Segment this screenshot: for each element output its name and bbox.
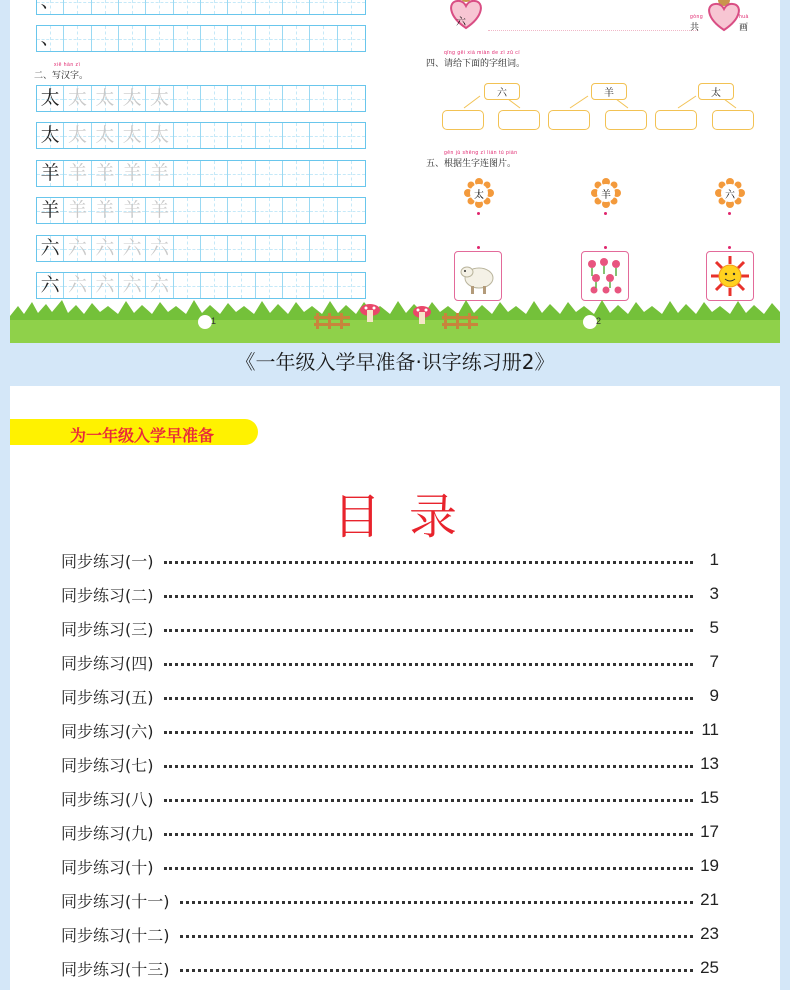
trace-char: 六 (149, 237, 169, 259)
writing-row (36, 85, 366, 112)
toc-leader-dots (164, 663, 694, 666)
count-pinyin-2: huà (739, 14, 749, 20)
trace-char: 太 (149, 124, 169, 146)
writing-cell[interactable] (310, 236, 337, 261)
heart-char: 六 (456, 17, 466, 28)
toc-leader-dots (180, 969, 694, 972)
model-char: 六 (40, 237, 60, 259)
connect-dot[interactable] (604, 246, 607, 249)
toc-entry[interactable] (61, 650, 719, 674)
trace-char: 羊 (67, 199, 87, 221)
trace-char: 六 (67, 274, 87, 296)
toc-entry[interactable] (61, 922, 719, 946)
writing-cell[interactable] (201, 198, 228, 223)
toc-entry-label: 同步练习(八) (61, 789, 154, 809)
toc-entry-label: 同步练习(一) (61, 551, 154, 571)
toc-leader-dots (164, 867, 694, 870)
model-char: 太 (40, 87, 60, 109)
toc-entry-page: 15 (700, 788, 719, 807)
toc-entry[interactable] (61, 616, 719, 640)
writing-cell (37, 123, 64, 148)
toc-leader-dots (164, 799, 694, 802)
writing-cell (37, 86, 64, 111)
writing-cell[interactable] (256, 236, 283, 261)
sun-icon (707, 252, 753, 300)
writing-cell[interactable] (201, 236, 228, 261)
writing-cell[interactable] (283, 236, 310, 261)
toc-entry-page: 25 (700, 958, 719, 977)
toc-entry-page: 7 (709, 652, 719, 671)
flowers-picture (581, 251, 629, 301)
writing-cell (37, 273, 64, 298)
writing-cell[interactable] (174, 236, 201, 261)
writing-cell[interactable] (174, 198, 201, 223)
trace-char: 羊 (67, 162, 87, 184)
page-number-1: 1 (211, 316, 217, 326)
writing-cell (146, 236, 173, 261)
word-answer-box[interactable] (498, 110, 540, 130)
toc-leader-dots (164, 595, 694, 598)
grid-row-partial-1 (36, 0, 366, 15)
toc-leader-dots (164, 697, 694, 700)
heart-icon (704, 0, 744, 34)
writing-cell[interactable] (201, 161, 228, 186)
toc-leader-dots (164, 731, 694, 734)
writing-cell (92, 236, 119, 261)
writing-cell[interactable] (338, 273, 365, 298)
writing-cell[interactable] (310, 198, 337, 223)
model-char: 六 (40, 274, 60, 296)
writing-cell (146, 123, 173, 148)
trace-char: 太 (149, 87, 169, 109)
writing-cell[interactable] (338, 123, 365, 148)
toc-entry-page: 5 (709, 618, 719, 637)
toc-entry-page: 9 (709, 686, 719, 705)
toc-entry-label: 同步练习(七) (61, 755, 154, 775)
writing-cell (64, 236, 91, 261)
writing-cell (119, 198, 146, 223)
writing-cell[interactable] (283, 161, 310, 186)
trace-char: 羊 (95, 162, 115, 184)
writing-cell (64, 273, 91, 298)
writing-row (36, 197, 366, 224)
writing-cell[interactable] (256, 123, 283, 148)
toc-entry[interactable] (61, 582, 719, 606)
connect-dot[interactable] (477, 246, 480, 249)
trace-char: 六 (149, 274, 169, 296)
writing-cell[interactable] (228, 273, 255, 298)
toc-leader-dots (164, 629, 694, 632)
toc-entry-page: 3 (709, 584, 719, 603)
writing-cell[interactable] (283, 123, 310, 148)
writing-cell (119, 236, 146, 261)
writing-cell[interactable] (174, 161, 201, 186)
writing-cell[interactable] (310, 86, 337, 111)
flower-char-2: 羊 (601, 190, 611, 201)
trace-char: 太 (122, 87, 142, 109)
writing-cell (146, 273, 173, 298)
trace-char: 六 (95, 274, 115, 296)
grid-row-partial-2 (36, 25, 366, 52)
trace-char: 羊 (122, 162, 142, 184)
word-answer-box[interactable] (655, 110, 697, 130)
writing-cell[interactable] (283, 86, 310, 111)
word-answer-box[interactable] (712, 110, 754, 130)
writing-cell (146, 161, 173, 186)
toc-entry-label: 同步练习(十二) (61, 925, 170, 945)
toc-entry-page: 21 (700, 890, 719, 909)
book-title: 《一年级入学早准备·识字练习册2》 (235, 350, 555, 374)
section2-label: 二、写汉字。 (34, 70, 89, 80)
toc-entry[interactable] (61, 684, 719, 708)
writing-cell (64, 161, 91, 186)
sun-picture (706, 251, 754, 301)
trace-char: 羊 (122, 199, 142, 221)
banner-text: 为一年级入学早准备 (70, 426, 215, 445)
writing-cell[interactable] (201, 86, 228, 111)
writing-cell[interactable] (283, 273, 310, 298)
section4-pinyin: qǐng gěi xià miàn de zì zǔ cí (444, 50, 521, 56)
contents-title: 目录 (332, 489, 485, 545)
model-char: 羊 (40, 162, 60, 184)
writing-cell[interactable] (174, 273, 201, 298)
section2-pinyin: xiě hàn zì (54, 62, 81, 68)
count-char-2: 画 (739, 22, 749, 32)
writing-cell[interactable] (256, 273, 283, 298)
toc-entry-label: 同步练习(四) (61, 653, 154, 673)
writing-cell[interactable] (174, 86, 201, 111)
trace-char: 太 (95, 87, 115, 109)
writing-cell[interactable] (338, 161, 365, 186)
stroke-mark: 、 (40, 0, 60, 12)
section5-pinyin: gēn jù shēng zì lián tú piàn (444, 150, 518, 156)
writing-cell (119, 161, 146, 186)
trace-char: 太 (95, 124, 115, 146)
toc-entry-label: 同步练习(十) (61, 857, 154, 877)
writing-cell[interactable] (256, 161, 283, 186)
toc-entry-label: 同步练习(十三) (61, 959, 170, 979)
writing-cell (64, 123, 91, 148)
toc-entry-label: 同步练习(三) (61, 619, 154, 639)
tulips-icon (582, 252, 628, 300)
connect-dot[interactable] (604, 212, 607, 215)
writing-cell[interactable] (310, 123, 337, 148)
bear-heart-icon (446, 0, 486, 32)
toc-entry[interactable] (61, 956, 719, 980)
writing-cell (92, 86, 119, 111)
writing-cell (64, 198, 91, 223)
writing-cell (64, 86, 91, 111)
writing-cell[interactable] (228, 198, 255, 223)
section5-label: 五、根据生字连图片。 (426, 158, 517, 168)
writing-cell (37, 198, 64, 223)
toc-entry[interactable] (61, 854, 719, 878)
toc-entry-label: 同步练习(九) (61, 823, 154, 843)
writing-cell[interactable] (228, 236, 255, 261)
toc-entry-label: 同步练习(二) (61, 585, 154, 605)
writing-cell[interactable] (174, 123, 201, 148)
toc-entry[interactable] (61, 786, 719, 810)
toc-entry[interactable] (61, 752, 719, 776)
section4-label: 四、请给下面的字组词。 (426, 58, 526, 68)
word-answer-box[interactable] (605, 110, 647, 130)
grass-strip (10, 298, 780, 343)
trace-char: 羊 (95, 199, 115, 221)
group-head-1: 六 (484, 83, 520, 100)
toc-entry-label: 同步练习(十一) (61, 891, 170, 911)
writing-cell[interactable] (201, 273, 228, 298)
writing-cell[interactable] (228, 86, 255, 111)
writing-cell[interactable] (256, 86, 283, 111)
toc-leader-dots (164, 765, 694, 768)
toc-entry-page: 17 (700, 822, 719, 841)
toc-leader-dots (180, 901, 694, 904)
writing-cell[interactable] (338, 86, 365, 111)
writing-cell[interactable] (338, 236, 365, 261)
toc-entry-label: 同步练习(六) (61, 721, 154, 741)
writing-cell (37, 161, 64, 186)
count-char-1: 共 (690, 22, 700, 32)
writing-cell[interactable] (310, 273, 337, 298)
writing-cell[interactable] (283, 198, 310, 223)
trace-char: 太 (122, 124, 142, 146)
trace-char: 太 (67, 124, 87, 146)
toc-entry[interactable] (61, 820, 719, 844)
sheep-icon (455, 252, 501, 300)
toc-entry[interactable] (61, 718, 719, 742)
trace-char: 六 (122, 237, 142, 259)
connect-dot[interactable] (728, 212, 731, 215)
toc-entry-page: 11 (701, 720, 719, 739)
writing-cell (119, 273, 146, 298)
toc-entry-page: 1 (709, 550, 719, 569)
trace-char: 羊 (149, 162, 169, 184)
sheep-picture (454, 251, 502, 301)
word-answer-box[interactable] (548, 110, 590, 130)
toc-leader-dots (180, 935, 694, 938)
writing-cell (119, 86, 146, 111)
writing-cell (146, 86, 173, 111)
writing-cell[interactable] (201, 123, 228, 148)
writing-cell (92, 161, 119, 186)
answer-line (488, 30, 698, 31)
trace-char: 六 (67, 237, 87, 259)
writing-cell (37, 236, 64, 261)
writing-cell (92, 198, 119, 223)
writing-cell[interactable] (338, 198, 365, 223)
connect-dot[interactable] (728, 246, 731, 249)
model-char: 羊 (40, 199, 60, 221)
writing-cell[interactable] (228, 123, 255, 148)
trace-char: 六 (122, 274, 142, 296)
toc-entry-page: 23 (700, 924, 719, 943)
trace-char: 六 (95, 237, 115, 259)
stroke-mark: 、 (40, 27, 60, 49)
group-head-2: 羊 (591, 83, 627, 100)
count-pinyin-1: gòng (690, 14, 704, 20)
writing-row (36, 122, 366, 149)
group-head-3: 太 (698, 83, 734, 100)
writing-cell (92, 123, 119, 148)
page-number-2: 2 (596, 316, 602, 326)
writing-cell[interactable] (256, 198, 283, 223)
writing-cell (119, 123, 146, 148)
word-answer-box[interactable] (442, 110, 484, 130)
writing-cell[interactable] (310, 161, 337, 186)
trace-char: 羊 (149, 199, 169, 221)
toc-leader-dots (164, 833, 694, 836)
model-char: 太 (40, 124, 60, 146)
toc-entry-label: 同步练习(五) (61, 687, 154, 707)
writing-cell (146, 198, 173, 223)
writing-cell[interactable] (228, 161, 255, 186)
toc-entry[interactable] (61, 888, 719, 912)
toc-leader-dots (164, 561, 694, 564)
toc-entry-page: 19 (700, 856, 719, 875)
writing-row (36, 272, 366, 299)
toc-entry[interactable] (61, 548, 719, 572)
writing-cell (92, 273, 119, 298)
writing-row (36, 160, 366, 187)
trace-char: 太 (67, 87, 87, 109)
worksheet-spread (10, 0, 780, 343)
flower-char-3: 六 (725, 190, 735, 201)
connect-dot[interactable] (477, 212, 480, 215)
toc-entry-page: 13 (700, 754, 719, 773)
writing-row (36, 235, 366, 262)
flower-char-1: 太 (474, 190, 484, 201)
